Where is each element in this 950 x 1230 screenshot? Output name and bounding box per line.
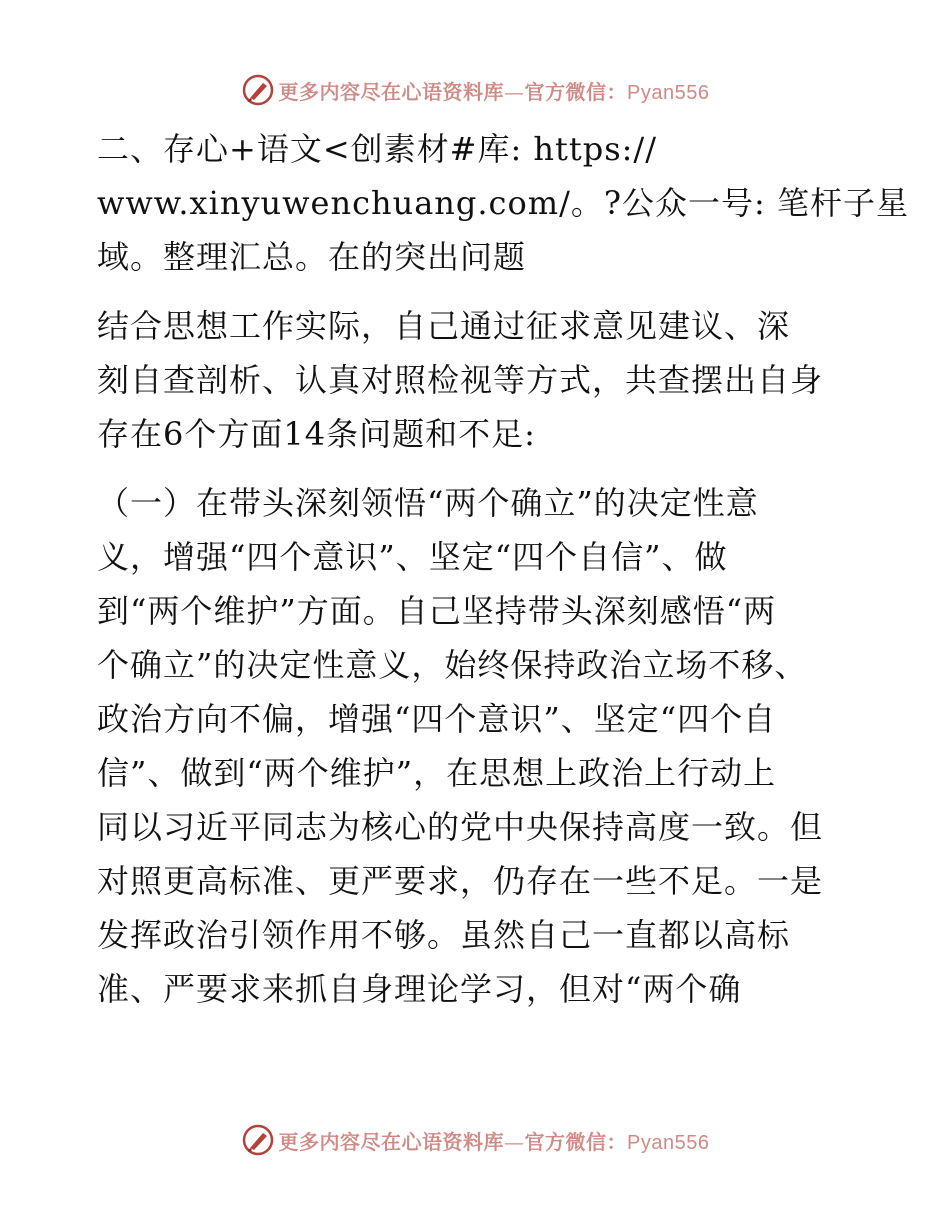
paragraph-line: 个确立”的决定性意义，始终保持政治立场不移、 (97, 646, 808, 684)
section-heading (97, 122, 909, 284)
paragraph-line: 存在6个方面14条问题和不足: (97, 415, 536, 453)
paragraph-line: 到“两个维护”方面。自己坚持带头深刻感悟“两 (97, 592, 777, 630)
watermark-text: 更多内容尽在心语资料库—官方微信：Pyan556 (278, 79, 710, 104)
heading-line: 二、存心+语文<创素材#库: https:// (97, 130, 657, 168)
document-body (97, 122, 909, 1016)
paragraph-line: 结合思想工作实际，自己通过征求意见建议、深 (97, 307, 791, 345)
heading-line: 域。整理汇总。在的突出问题 (97, 238, 527, 276)
paragraph-line: 刻自查剖析、认真对照检视等方式，共查摆出自身 (97, 361, 824, 399)
paragraph-line: 信”、做到“两个维护”，在思想上政治上行动上 (97, 754, 777, 792)
pen-logo-icon (241, 1123, 275, 1157)
paragraph-section-one (97, 476, 857, 1016)
watermark-banner-top (0, 70, 950, 110)
watermark-banner-bottom (0, 1120, 950, 1160)
paragraph-line: 义，增强“四个意识”、坚定“四个自信”、做 (97, 538, 728, 576)
paragraph-line: 准、严要求来抓自身理论学习，但对“两个确 (97, 970, 742, 1008)
heading-line: www.xinyuwenchuang.com/。?公众一号: 笔杆子星 (97, 184, 909, 222)
paragraph-line: 同以习近平同志为核心的党中央保持高度一致。但 (97, 808, 824, 846)
paragraph-line: （一）在带头深刻领悟“两个确立”的决定性意 (97, 484, 759, 522)
watermark-text: 更多内容尽在心语资料库—官方微信：Pyan556 (278, 1129, 710, 1154)
paragraph-line: 政治方向不偏，增强“四个意识”、坚定“四个自 (97, 700, 777, 738)
paragraph-summary (97, 299, 857, 461)
pen-logo-icon (241, 73, 275, 107)
paragraph-line: 对照更高标准、更严要求，仍存在一些不足。一是 (97, 862, 824, 900)
paragraph-line: 发挥政治引领作用不够。虽然自己一直都以高标 (97, 916, 791, 954)
